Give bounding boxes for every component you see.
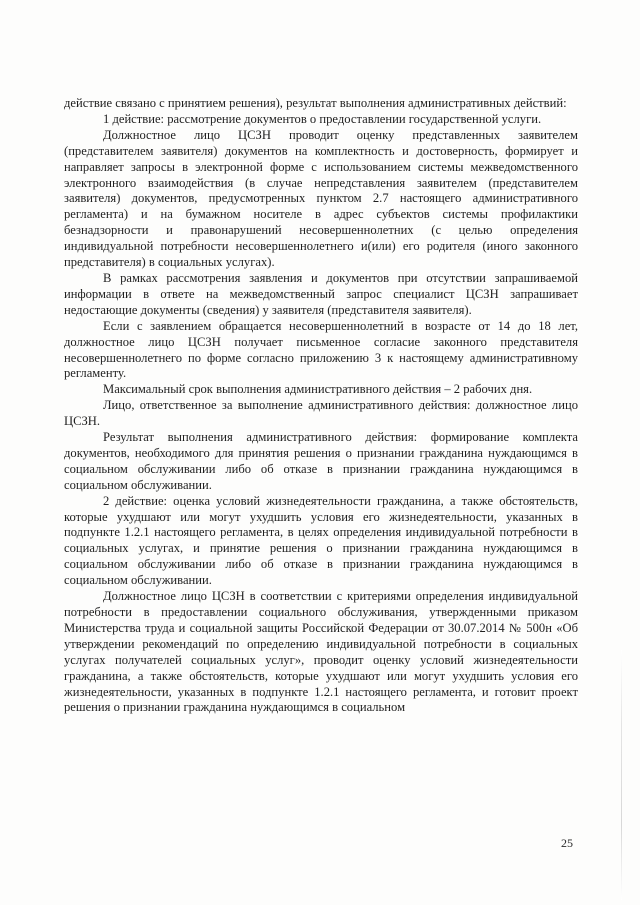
- paragraph-7: Лицо, ответственное за выполнение административного действия: должностное лицо ЦСЗН.: [64, 398, 578, 429]
- body-text: [64, 96, 578, 716]
- paragraph-10: Должностное лицо ЦСЗН в соответствии с критериями определения индивидуальной потребности в предоставлении социального обслуживания, утвержденными приказом Министерства труда и социальной защиты Российской Федерации от 30.07.2014 № 500н «Об утверждении рекомендаций по определению индивидуальной потребности в социальных услугах получателей социальных услуг», проводит оценку условий жизнедеятельности гражданина, а также обстоятельств, которые ухудшают или могут ухудшить условия его жизнедеятельности, указанных в подпункте 1.2.1 настоящего регламента, и готовит проект решения о признании гражданина нуждающимся в социальном: [64, 589, 578, 715]
- paragraph-1: действие связано с принятием решения), результат выполнения административных действий:: [64, 96, 567, 110]
- paragraph-6: Максимальный срок выполнения административного действия – 2 рабочих дня.: [103, 382, 533, 397]
- paragraph-4: В рамках рассмотрения заявления и документов при отсутствии запрашиваемой информации в ответе на межведомственный запрос специалист ЦСЗН запрашивает недостающие документы (сведения) у заявителя (представителя заявителя).: [64, 270, 578, 317]
- paragraph-9: 2 действие: оценка условий жизнедеятельности гражданина, а также обстоятельств, которые ухудшают или могут ухудшить условия его жизнедеятельности, указанных в подпункте 1.2.1 настоящего регламента, в целях определения индивидуальной потребности в социальных услугах, и принятие решения о признании гражданина нуждающимся в социальном обслуживании либо об отказе в признании гражданина нуждающимся в социальном обслуживании.: [64, 493, 578, 588]
- page-number: 25: [561, 836, 573, 850]
- paragraph-5: Если с заявлением обращается несовершеннолетний в возрасте от 14 до 18 лет, должностное лицо ЦСЗН получает письменное согласие законного представителя несовершеннолетнего по форме согласно приложению 3 к настоящему административному регламенту.: [64, 318, 578, 381]
- paragraph-2: 1 действие: рассмотрение документов о предоставлении государственной услуги.: [103, 111, 542, 126]
- scan-edge-artifact: [621, 650, 622, 900]
- paragraph-3: Должностное лицо ЦСЗН проводит оценку представленных заявителем (представителем заявителя) документов на комплектность и достоверность, формирует и направляет запросы в электронной форме с использованием системы межведомственного электронного взаимодействия (в случае непредставления заявителем (представителем заявителя) документов, предусмотренных пунктом 2.7 настоящего административного регламента) и на бумажном носителе в адрес субъектов системы профилактики безнадзорности и правонарушений несовершеннолетних (с целью определения индивидуальной потребности несовершеннолетнего и(или) его родителя (иного законного представителя) в социальных услугах).: [64, 127, 578, 270]
- paragraph-8: Результат выполнения административного действия: формирование комплекта документов, необходимого для принятия решения о признании гражданина нуждающимся в социальном обслуживании либо об отказе в признании гражданина нуждающимся в социальном обслуживании.: [64, 430, 578, 492]
